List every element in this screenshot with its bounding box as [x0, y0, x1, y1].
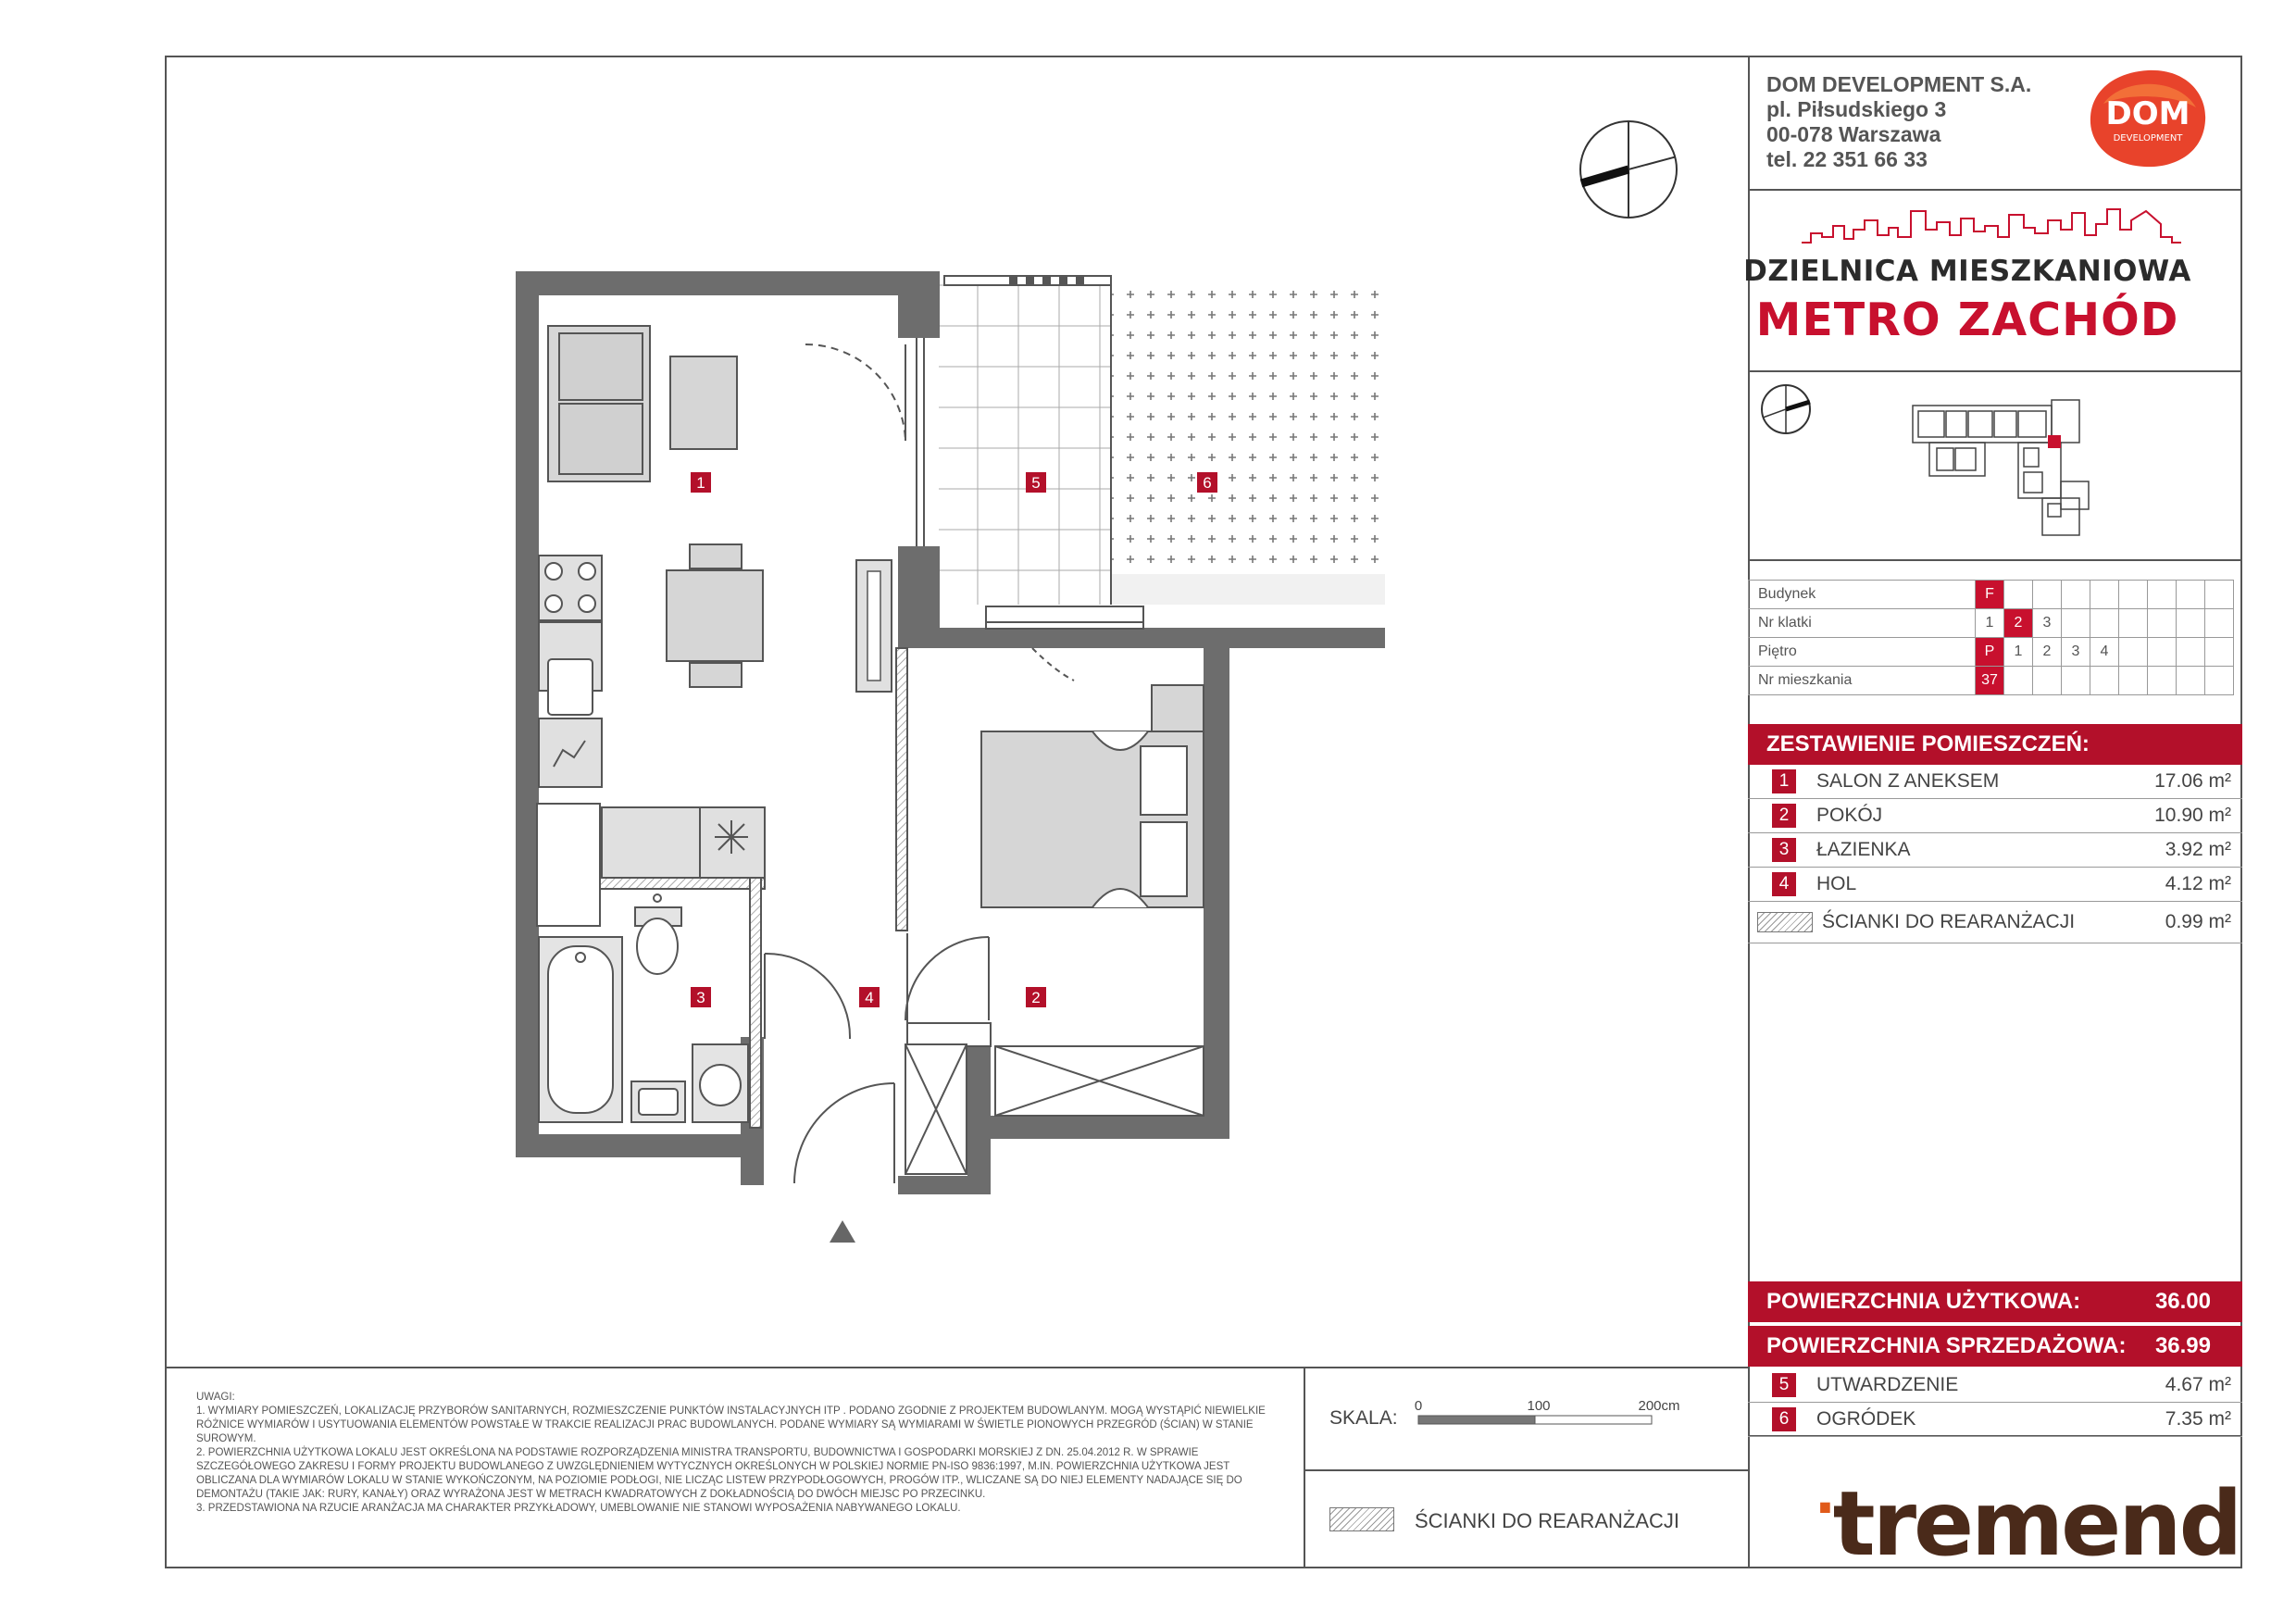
bed-icon: [981, 685, 1204, 907]
usable-area-label: POWIERZCHNIA UŻYTKOWA:: [1766, 1289, 2081, 1314]
unit-grid-cell: [2119, 609, 2148, 638]
room-label-1: 1: [696, 474, 705, 492]
room-row: [1748, 765, 2242, 799]
unit-grid-row: [1749, 667, 2234, 695]
unit-grid-cell: [2148, 609, 2177, 638]
room-label-4: 4: [865, 989, 874, 1006]
tremend-logo: [1815, 1472, 2240, 1576]
notes: [196, 1391, 1287, 1516]
extra-row-name: UTWARDZENIE: [1816, 1374, 1959, 1395]
unit-grid-cell: 3: [2062, 638, 2090, 667]
extra-row-area: 4.67 m²: [2165, 1374, 2231, 1395]
floor-plan: [0, 0, 1426, 1296]
notes-title: UWAGI:: [196, 1392, 235, 1403]
garden-area: [1111, 282, 1385, 605]
room-label-2: 2: [1031, 989, 1041, 1006]
extra-row-area: 7.35 m²: [2165, 1408, 2231, 1430]
unit-grid-cell: [2090, 581, 2119, 609]
sales-area-label: POWIERZCHNIA SPRZEDAŻOWA:: [1766, 1333, 2127, 1358]
unit-grid-cell: [2119, 667, 2148, 695]
unit-grid-cell: 2: [2004, 609, 2033, 638]
bathtub-icon: [539, 937, 622, 1122]
sink-icon: [631, 1081, 685, 1122]
scale-tick-100: 100: [1527, 1398, 1551, 1414]
unit-grid-cell: [2148, 667, 2177, 695]
unit-grid-row: [1749, 581, 2234, 609]
company-city: 00-078 Warszawa: [1766, 122, 1941, 146]
unit-grid-row: [1749, 638, 2234, 667]
unit-grid-cell: 3: [2033, 609, 2062, 638]
unit-grid-cell: 1: [1976, 609, 2004, 638]
unit-grid-label: Nr mieszkania: [1749, 667, 1976, 695]
entrance-arrow-icon: [830, 1220, 855, 1243]
kitchen-counter: [539, 556, 602, 787]
unit-grid-cell: 37: [1976, 667, 2004, 695]
unit-grid-cell: 1: [2004, 638, 2033, 667]
scale-tick-200: 200cm: [1638, 1398, 1680, 1414]
unit-grid-cell: [2004, 581, 2033, 609]
location-compass-icon: [1762, 385, 1810, 433]
extra-row-name: OGRÓDEK: [1816, 1408, 1916, 1430]
unit-grid-cell: [2148, 581, 2177, 609]
room-row-separator: [1748, 901, 2242, 902]
site-plan-outline: [1913, 400, 2089, 535]
unit-grid-cell: [2062, 667, 2090, 695]
unit-grid-row: [1749, 609, 2234, 638]
unit-grid-label: Budynek: [1749, 581, 1976, 609]
usable-area-bar: [1748, 1281, 2242, 1322]
unit-grid-cell: [2119, 581, 2148, 609]
company-phone: tel. 22 351 66 33: [1766, 147, 1928, 171]
room-row-area: 17.06 m²: [2154, 770, 2231, 792]
armchair-icon: [670, 356, 737, 449]
unit-grid-cell: P: [1976, 638, 2004, 667]
usable-area-value: 36.00: [2154, 1289, 2211, 1314]
room-row-number: 3: [1772, 838, 1796, 862]
logo-sub-text: DEVELOPMENT: [2113, 133, 2183, 144]
room-row: [1748, 799, 2242, 833]
map-divider: [1748, 559, 2242, 561]
unit-grid-cell: [2177, 667, 2205, 695]
unit-grid-cell: [2177, 581, 2205, 609]
project-title: [1741, 255, 2194, 346]
room-row-number: 4: [1772, 872, 1796, 896]
scale-legend-divider: [1304, 1469, 1750, 1471]
extra-row-number: 5: [1772, 1373, 1796, 1397]
terrace-railing: [944, 276, 1111, 285]
sales-area-value: 36.99: [2154, 1333, 2211, 1358]
scale-tick-0: 0: [1414, 1398, 1423, 1414]
partitions-row: [1748, 906, 2242, 940]
fridge-icon: [537, 804, 600, 926]
unit-grid-cell: [2205, 581, 2234, 609]
unit-grid-cell: [2177, 638, 2205, 667]
note-3: 3. PRZEDSTAWIONA NA RZUCIE ARANŻACJA MA CHARAKTER PRZYKŁADOWY, UMEBLOWANIE NIE STANOWI WYPOSAŻENIA NABYWANEGO LOKALU.: [196, 1503, 961, 1514]
extra-row-number: 6: [1772, 1407, 1796, 1431]
unit-grid-cell: [2177, 609, 2205, 638]
tremend-logo-dot: ·: [1815, 1476, 1833, 1541]
partitions-hatch-swatch: [1757, 912, 1813, 932]
bottom-strip-divider: [165, 1367, 1750, 1368]
unit-grid-cell: [2033, 581, 2062, 609]
room-row: [1748, 868, 2242, 902]
unit-grid-cell: 2: [2033, 638, 2062, 667]
room-row-area: 3.92 m²: [2165, 839, 2231, 860]
unit-grid-cell: [2062, 609, 2090, 638]
unit-grid-cell: [2205, 638, 2234, 667]
skyline-icon: [1802, 202, 2181, 246]
legend-hatch-swatch: [1329, 1507, 1394, 1531]
unit-grid-cell: [2090, 667, 2119, 695]
north-arrow-icon: [1578, 119, 1679, 220]
room-row-number: 2: [1772, 804, 1796, 828]
unit-grid-cell: [2004, 667, 2033, 695]
dining-table-icon: [667, 544, 763, 687]
logo-main-text: DOM: [2105, 95, 2190, 132]
unit-grid: [1748, 580, 2234, 695]
extra-row: [1748, 1403, 2242, 1437]
legend-label: ŚCIANKI DO REARANŻACJI: [1415, 1509, 1680, 1532]
room-row-name: SALON Z ANEKSEM: [1816, 770, 2000, 792]
room-row-area: 10.90 m²: [2154, 805, 2231, 826]
unit-grid-label: Nr klatki: [1749, 609, 1976, 638]
room-row-name: ŁAZIENKA: [1816, 839, 1911, 860]
dom-development-logo: [2085, 67, 2211, 170]
partitions-name: ŚCIANKI DO REARANŻACJI: [1822, 911, 2076, 932]
company-address: [1766, 72, 2031, 172]
sofa-icon: [548, 326, 650, 481]
tremend-logo-text: tremend: [1832, 1472, 2240, 1576]
room-row: [1748, 833, 2242, 868]
site-plan-unit-highlight: [2048, 435, 2061, 448]
rooms-header-text: ZESTAWIENIE POMIESZCZEŃ:: [1766, 731, 2090, 756]
room-row-number: 1: [1772, 769, 1796, 793]
note-2: 2. POWIERZCHNIA UŻYTKOWA LOKALU JEST OKREŚLONA NA PODSTAWIE ROZPORZĄDZENIA MINISTRA TRANSPORTU, BUDOWNICTWA I GOSPODARKI MORSKIEJ Z DN. 25.04.2012 R. W SPRAWIE SZCZEGÓŁOWEGO ZAKRESU I FORMY PROJEKTU BUDOWLANEGO Z UWZGLĘDNIENIEM WYTYCZNYCH OKREŚLONYCH W POLSKIEJ NORMIE PN-ISO 9836:1997, M.IN. POWIERZCHNIA UŻYTKOWA JEST OBLICZANA DLA WYMIARÓW LOKALU W STANIE WYKOŃCZONYM, NA POZIOMIE PODŁOGI, NIE LICZĄC LISTEW PRZYPODŁOGOWYCH, PROGÓW ITP., WLICZANE SĄ DO NIEJ ELEMENTY NADAJĄCE SIĘ DO DEMONTAŻU (TAKIE JAK: RURY, KANAŁY) ORAZ WYRAŻONA JEST W METRACH KWADRATOWYCH Z DOKŁADNOŚCIĄ DO DWÓCH MIEJSC PO PRZECINKU.: [196, 1447, 1242, 1500]
company-street: pl. Piłsudskiego 3: [1766, 97, 1947, 121]
scale-label: SKALA:: [1329, 1407, 1398, 1429]
unit-grid-cell: [2062, 581, 2090, 609]
room-row-name: HOL: [1816, 873, 1857, 894]
unit-grid-cell: [2148, 638, 2177, 667]
company-name: DOM DEVELOPMENT S.A.: [1766, 72, 2032, 96]
sales-area-bar: [1748, 1326, 2242, 1367]
washing-machine-icon: [693, 1044, 748, 1122]
toilet-icon: [635, 894, 681, 974]
unit-grid-label: Piętro: [1749, 638, 1976, 667]
note-1: 1. WYMIARY POMIESZCZEŃ, LOKALIZACJĘ PRZYBORÓW SANITARNYCH, ROZMIESZCZENIE PUNKTÓW INSTALACYJNYCH ITP . PODANO ZGODNIE Z PROJEKTEM BUDOWLANYM. MOGĄ WYSTĄPIĆ NIEWIELKIE RÓŻNICE WYMIARÓW I USYTUOWANIA ELEMENTÓW POWSTAŁE W TRAKCIE REALIZACJI PRAC BUDOWLANYCH. PODANE WYMIARY SĄ WYMIARAMI W ŚWIETLE PIONOWYCH PRZEGRÓD (ŚCIAN) W STANIE SUROWYM.: [196, 1405, 1266, 1444]
scale-divider: [1304, 1367, 1305, 1568]
scale-bar: [1407, 1393, 1703, 1430]
room-label-5: 5: [1031, 474, 1041, 492]
terrace-tiles: [939, 282, 1111, 605]
unit-grid-cell: [2033, 667, 2062, 695]
unit-grid-cell: [2205, 609, 2234, 638]
extra-row-separator: [1748, 1436, 2242, 1437]
location-map: [1741, 370, 2240, 559]
unit-grid-cell: [2090, 609, 2119, 638]
company-divider: [1748, 189, 2242, 191]
unit-grid-cell: [2205, 667, 2234, 695]
unit-grid-cell: [2119, 638, 2148, 667]
partitions-area: 0.99 m²: [2165, 911, 2231, 932]
project-title-line1: DZIELNICA MIESZKANIOWA: [1743, 255, 2191, 288]
project-title-line2: METRO ZACHÓD: [1755, 294, 2179, 346]
room-row-name: POKÓJ: [1816, 805, 1883, 826]
room-wardrobe-icon: [995, 1046, 1204, 1116]
room-label-3: 3: [696, 989, 705, 1006]
room-label-6: 6: [1203, 474, 1212, 492]
extra-row: [1748, 1368, 2242, 1403]
rooms-header: [1748, 724, 2242, 765]
wardrobe-icon: [905, 1044, 967, 1174]
room-row-area: 4.12 m²: [2165, 873, 2231, 894]
extractor-icon: [715, 820, 748, 854]
unit-grid-cell: 4: [2090, 638, 2119, 667]
unit-grid-cell: F: [1976, 581, 2004, 609]
